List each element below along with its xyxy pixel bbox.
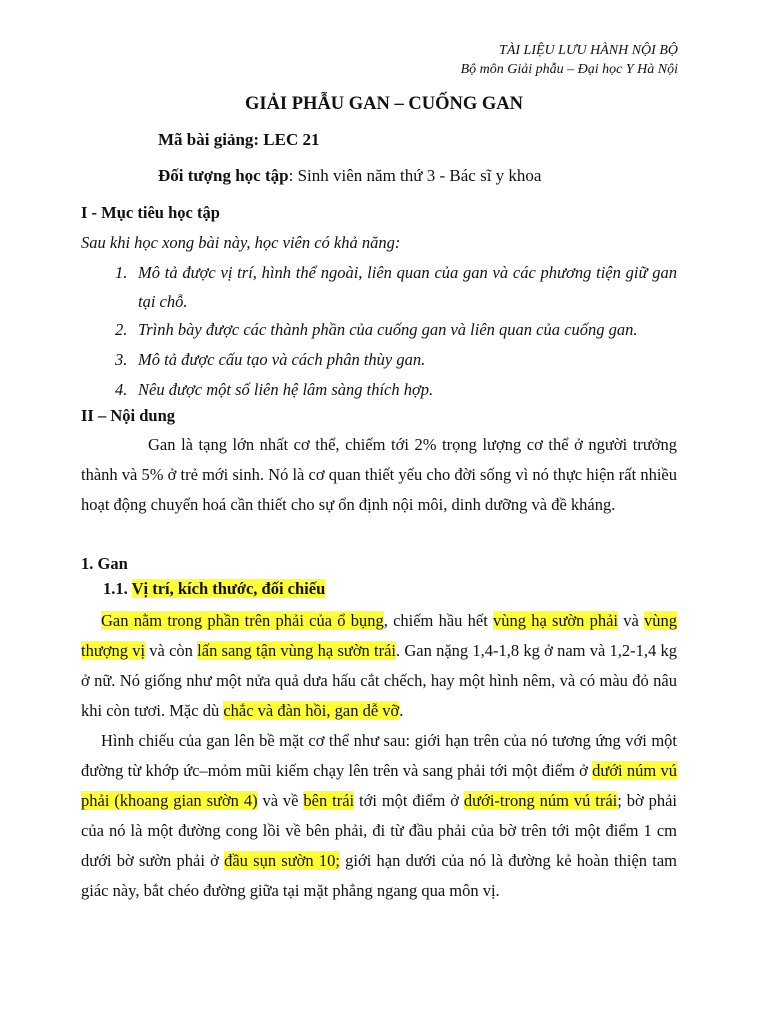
subheading-position [103,579,325,599]
objective-item [115,315,677,344]
target-label: Đối tượng học tập [158,166,289,185]
highlight: vùng thượng vị [81,611,678,660]
highlight: Gan nằm trong phần trên phải của ổ bụng [101,611,384,630]
objective-text: Mô tả được vị trí, hình thể ngoài, liên quan của gan và các phương tiện giữ gan tại chỗ. [138,263,677,311]
objectives-intro: Sau khi học xong bài này, học viên có khả năng: [81,233,401,252]
section-heading-objectives: I - Mục tiêu học tập [81,203,220,222]
subheading-title: Vị trí, kích thước, đối chiếu [131,579,326,598]
subheading-number: 1.1. [103,579,128,598]
lecture-code: Mã bài giảng: LEC 21 [158,130,320,149]
objective-number: 4. [115,380,128,399]
highlight: chắc và đàn hồi, gan dễ vỡ [223,701,400,720]
objective-text: Trình bày được các thành phần của cuống gan và liên quan của cuống gan. [138,320,638,339]
section-heading-content: II – Nội dung [81,406,175,425]
objective-item [115,258,677,316]
paragraph-position: Gan nằm trong phần trên phải của ổ bụng, chiếm hầu hết vùng hạ sườn phải và vùng thượng vị và còn lấn sang tận vùng hạ sườn trái. Gan nặng 1,4-1,8 kg ở nam và 1,2-1,4 kg ở nữ. Nó giống như một nửa quả dưa hấu cắt chếch, hay một hình nêm, và có màu đỏ nâu khi còn tươi. Mặc dù chắc và đàn hồi, gan dễ vỡ. [81,611,678,720]
objective-text: Nêu được một số liên hệ lâm sàng thích hợp. [138,380,434,399]
objective-number: 3. [115,350,128,369]
objective-number: 1. [115,263,128,282]
heading-gan: 1. Gan [81,554,128,573]
objective-text: Mô tả được cấu tạo và cách phân thùy gan. [138,350,426,369]
highlight: dưới-trong núm vú trái [463,791,618,810]
objective-item [115,345,677,374]
highlight: vùng hạ sườn phải [493,611,618,630]
highlight: lấn sang tận vùng hạ sườn trái [197,641,397,660]
paragraph-projection: Hình chiếu của gan lên bề mặt cơ thể như sau: giới hạn trên của nó tương ứng với một đường từ khớp ức–mỏm mũi kiếm chạy lên trên và sang phải tới một điểm ở dưới núm vú phải (khoang gian sườn 4) và về bên trái tới một điểm ở dưới-trong núm vú trái; bờ phải của nó là một đường cong lồi về bên phải, đi từ đầu phải của bờ trên tới một điểm 1 cm dưới bờ sườn phải ở đầu sụn sườn 10; giới hạn dưới của nó là đường kẻ hoàn thiện tam giác này, bắt chéo đường giữa tại mặt phẳng ngang qua môn vị. [81,731,678,900]
target-audience [158,166,541,186]
highlight: đầu sụn sườn 10; [224,851,340,870]
header-department: Bộ môn Giải phẫu – Đại học Y Hà Nội [460,62,678,77]
highlight: bên trái [303,791,355,810]
target-value: : Sinh viên năm thứ 3 - Bác sĩ y khoa [288,166,542,185]
header-internal-note: TÀI LIỆU LƯU HÀNH NỘI BỘ [499,43,678,58]
highlight: dưới núm vú phải (khoang gian sườn 4) [81,761,677,810]
intro-paragraph: Gan là tạng lớn nhất cơ thể, chiếm tới 2% trọng lượng cơ thể ở người trưởng thành và 5% ở trẻ mới sinh. Nó là cơ quan thiết yếu cho đời sống vì nó thực hiện rất nhiều hoạt động chuyển hoá cần thiết cho sự ổn định nội môi, dinh dưỡng và đề kháng. [81,435,677,514]
objective-item [115,375,677,404]
document-title: GIẢI PHẪU GAN – CUỐNG GAN [244,94,523,114]
document-header [461,41,678,79]
objective-number: 2. [115,320,128,339]
